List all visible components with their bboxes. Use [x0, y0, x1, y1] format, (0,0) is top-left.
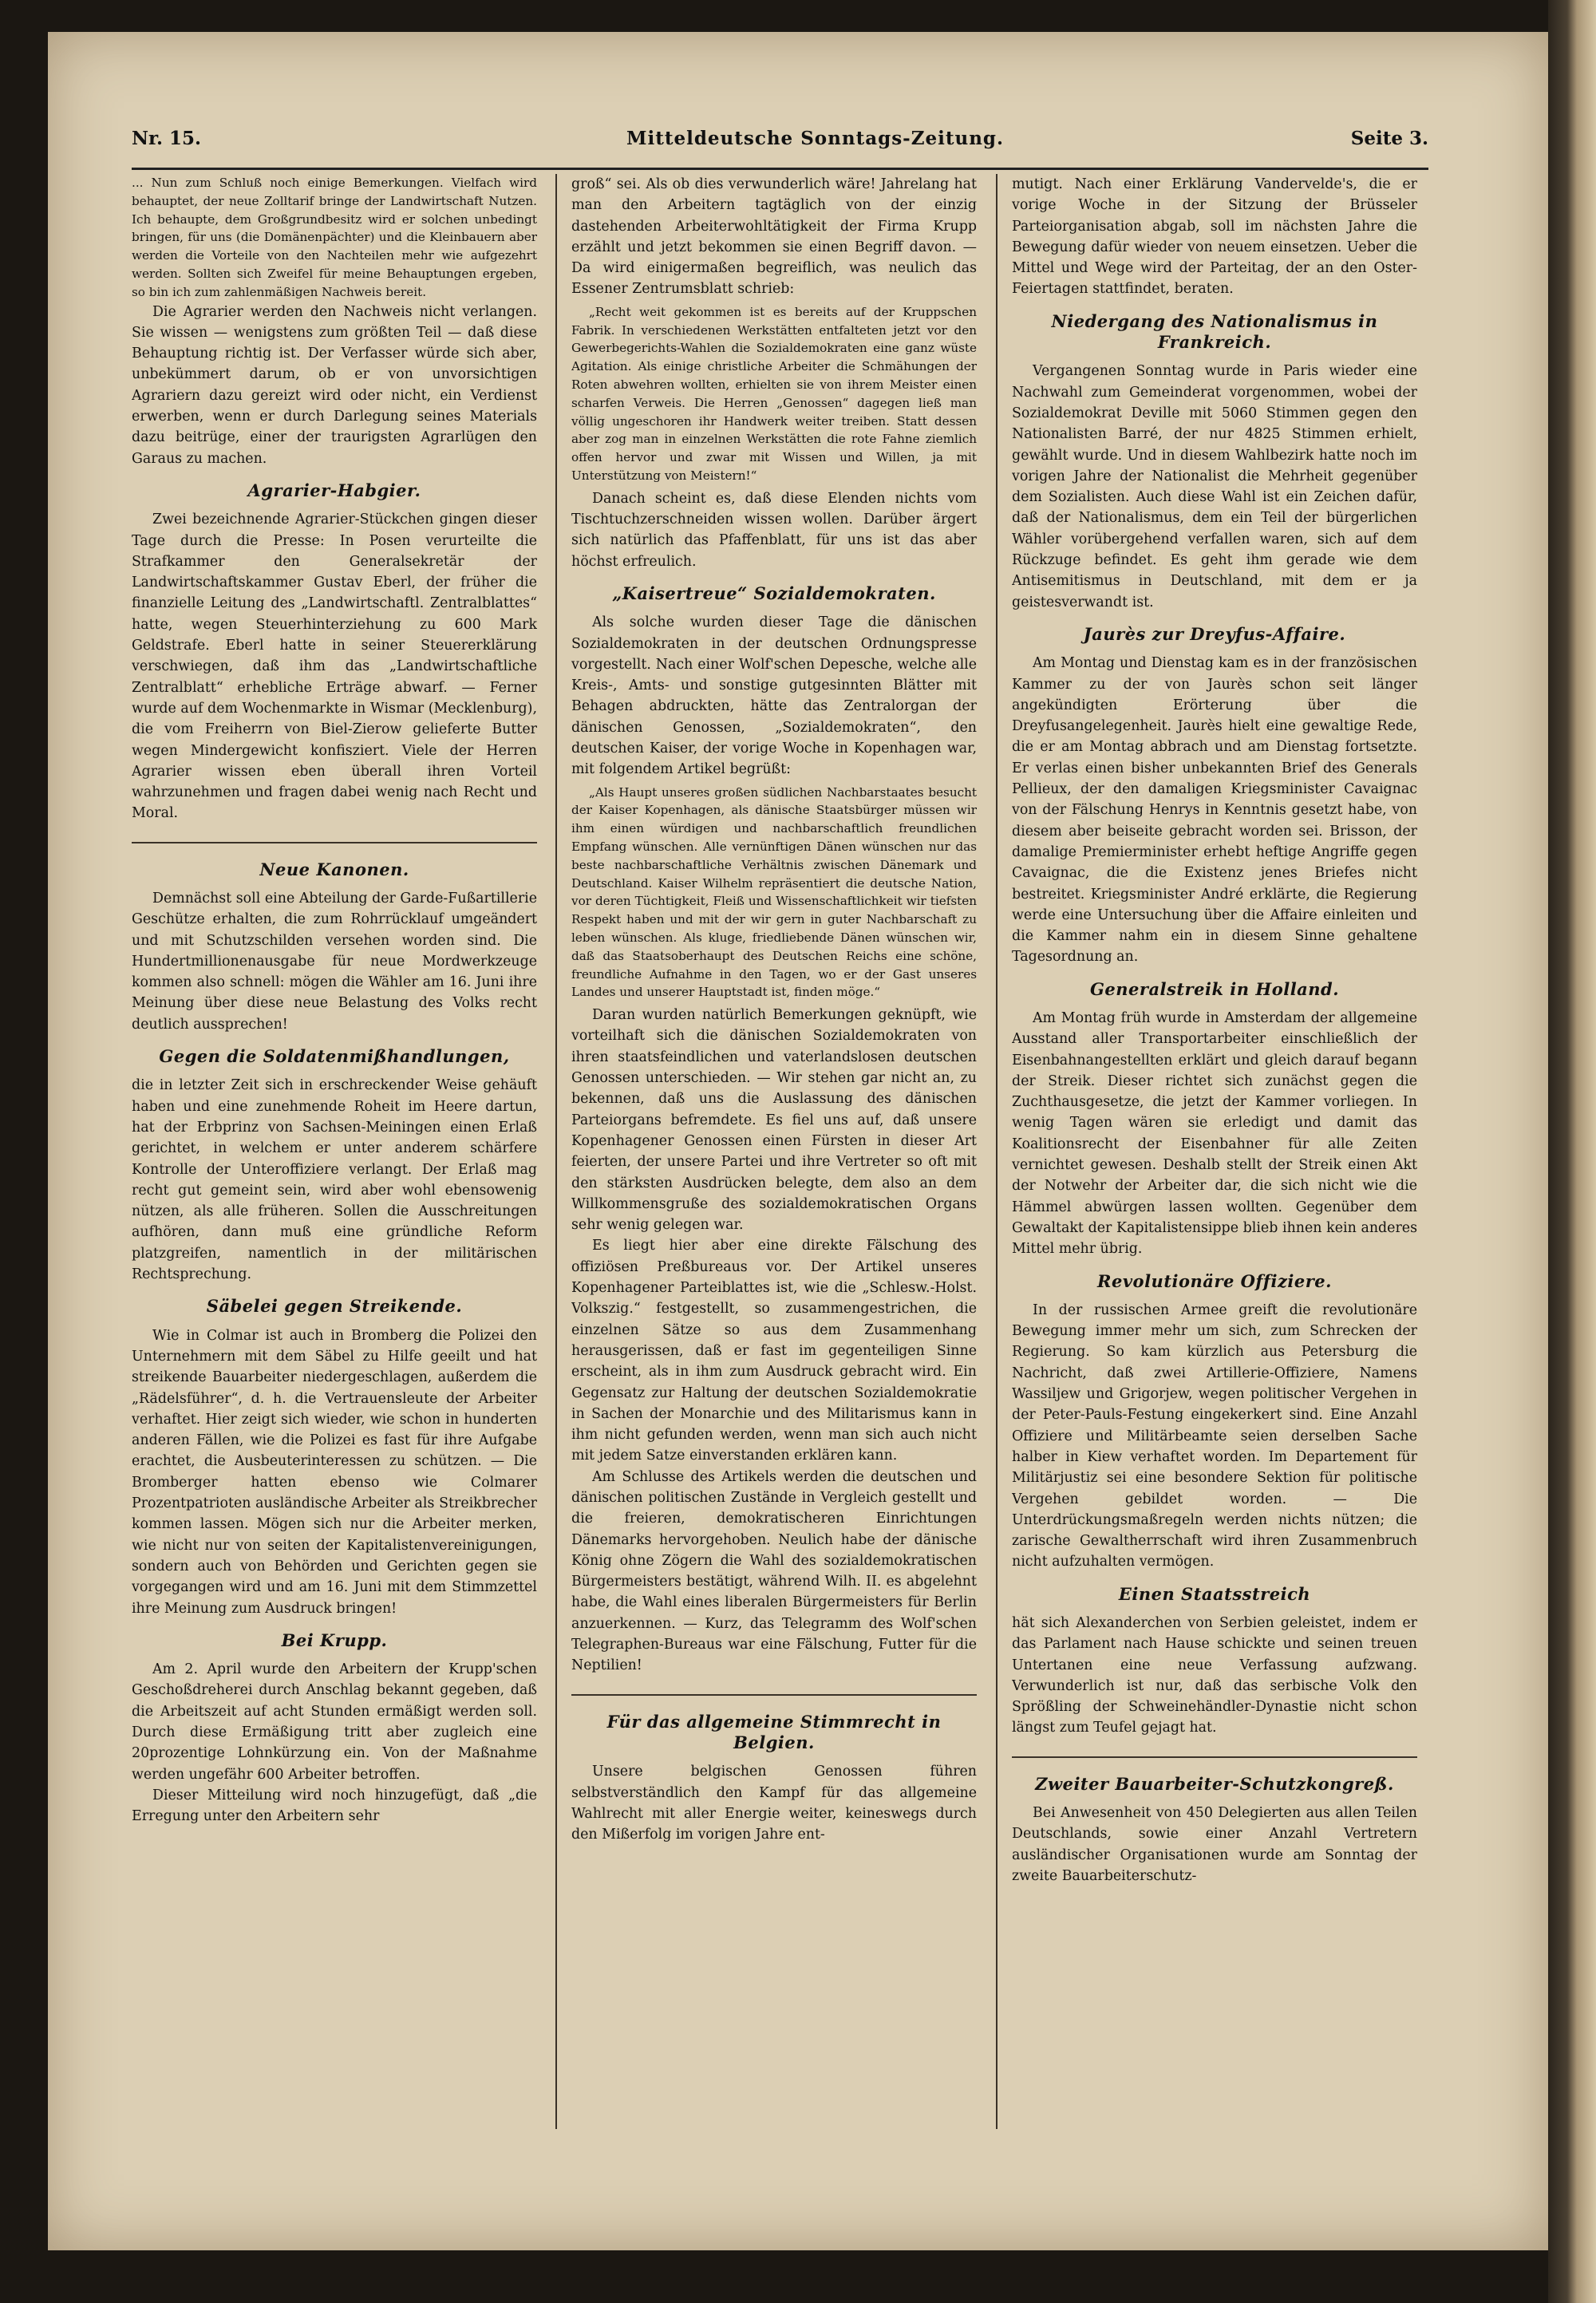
article-heading: Niedergang des Nationalismus in Frankreich. — [1051, 310, 1378, 353]
page-header — [132, 128, 1428, 170]
article-text: Als solche wurden dieser Tage die dänischen Sozialdemokraten in der deutschen Ordnungspresse vorgestellt. Nach einer Wolf'schen Depesche, welche alle Kreis-, Amts- und sonstige gutgesinnten Blätter mit Behagen abdruckten, hätte das Zentralorgan der dänischen Genossen, „Sozialdemokraten“, den deutschen Kaiser, der vorige Woche in Kopenhagen war, mit folgendem Artikel begrüßt: — [571, 614, 977, 778]
article-text: hät sich Alexanderchen von Serbien geleistet, indem er das Parlament nach Hause schickte und seinen treuen Untertanen eine neue Verfassung aufzwang. Verwunderlich ist nur, daß das serbische Volk den Sprößling der Schweinehändler-Dynastie nicht schon längst zum Teufel gejagt hat. — [1012, 1615, 1417, 1736]
article-heading: Für das allgemeine Stimmrecht in Belgien. — [571, 1694, 977, 1754]
article-text: Am Montag und Dienstag kam es in der französischen Kammer zu der von Jaurès schon seit länger angekündigten Erörterung über die Dreyfusangelegenheit. Jaurès hielt eine gewaltige Rede, die er am Montag abbrach und am Dienstag fortsetzte. Er verlas einen bisher unbekannten Brief des Generals Pellieux, der den damaligen Kriegsminister Cavaignac von der Fälschung Henrys in Kenntnis gesetzt habe, von diesem aber beiseite gebracht worden sei. Brisson, der damalige Premierminister erhebt heftige Angriffe gegen Cavaignac, die die Existenz jenes Briefes nicht bestreitet. Kriegsminister André erklärte, die Regierung werde eine Untersuchung über die Affaire einleiten und die Kammer nahm ein in diesem Sinne gehaltene Tagesordnung an. — [1012, 655, 1417, 966]
column-rule-1 — [555, 174, 557, 2129]
article-text: Am 2. April wurde den Arbeitern der Krupp'schen Geschoßdreherei durch Anschlag bekannt gegeben, daß die Arbeitszeit auf acht Stunden ermäßigt werden soll. Durch diese Ermäßigung tritt aber zugleich eine 20prozentige Lohnkürzung ein. Von der Maßnahme werden ungefähr 600 Arbeiter betroffen. — [132, 1661, 537, 1783]
article-heading: Einen Staatsstreich — [1118, 1583, 1311, 1604]
article-text: Am Montag früh wurde in Amsterdam der allgemeine Ausstand aller Transportarbeiter einschließlich der Eisenbahnangestellten erklärt und gleich darauf begann der Streik. Dieser richtet sich zunächst gegen die Zuchthausgesetze, die jetzt der Kammer vorliegen. In wenig Tagen wären sie erledigt und damit das Koalitionsrecht der Eisenbahner für alle Zeiten vernichtet gewesen. Deshalb stellt der Streik einen Akt der Notwehr der Arbeiter dar, die sich nicht wie die Hämmel abwürgen lassen wollten. Gegenüber dem Gewaltakt der Kapitalistensippe blieb ihnen kein anderes Mittel mehr übrig. — [1012, 1009, 1417, 1258]
article-heading: Agrarier-Habgier. — [247, 480, 421, 500]
article-heading: Revolutionäre Offiziere. — [1097, 1270, 1332, 1291]
article-text: groß“ sei. Als ob dies verwunderlich wäre! Jahrelang hat man den Arbeitern tagtäglich von der einzig dastehenden Arbeiterwohltätigkeit der Firma Krupp erzählt und jetzt bekommen sie einen Begriff davon. — Da wird einigermaßen begreiflich, was neulich das Essener Zentrumsblatt schrieb: — [571, 176, 977, 298]
article-text: Danach scheint es, daß diese Elenden nichts vom Tischtuchzerschneiden wissen wollen. Darüber ärgert sich natürlich das Pfaffenblatt, für uns ist das aber höchst erfreulich. — [571, 490, 977, 570]
article-text: Bei Anwesenheit von 450 Delegierten aus allen Teilen Deutschlands, sowie einer Anzahl Vertretern ausländischer Organisationen wurde am Sonntag der zweite Bauarbeiterschutz- — [1012, 1805, 1417, 1884]
article-text: mutigt. Nach einer Erklärung Vandervelde's, die er vorige Woche in der Sitzung der Brüsseler Parteiorganisation abgab, soll im nächsten Jahre die Bewegung dafür wieder von neuem einsetzen. Ueber die Mittel und Wege wird der Parteitag, der an den Oster-Feiertagen stattfindet, beraten. — [1012, 176, 1417, 298]
article-text: Vergangenen Sonntag wurde in Paris wieder eine Nachwahl zum Gemeinderat vorgenommen, wobei der Sozialdemokrat Deville mit 5060 Stimmen gegen den Nationalisten Barré, der nur 4825 Stimmen erhielt, gewählt wurde. Und in diesem Wahlbezirk hatte noch im vorigen Jahre der Nationalist die Mehrheit gegenüber dem Sozialisten. Auch diese Wahl ist ein Zeichen dafür, daß der Nationalismus, dem ein Teil der bürgerlichen Wähler vorübergehend verfallen waren, sich auf dem Rückzuge befindet. Es geht ihm gerade wie dem Antisemitismus in Deutschland, mit dem er ja geistesverwandt ist. — [1012, 363, 1417, 610]
article-heading: Generalstreik in Holland. — [1089, 978, 1340, 999]
article-text: Am Schlusse des Artikels werden die deutschen und dänischen politischen Zustände in Vergleich gestellt und die freieren, demokratischeren Einrichtungen Dänemarks hervorgehoben. Neulich habe der dänische König ohne Zögern die Wahl des sozialdemokratischen Bürgermeisters bestätigt, während Wilh. II. es abgelehnt habe, die Wahl eines liberalen Bürgermeisters für Berlin anzuerkennen. — Kurz, das Telegramm des Wolf'schen Telegraphen-Bureaus war eine Fälschung, Futter für die Neptilien! — [571, 1468, 977, 1674]
page-number: Seite 3. — [1350, 128, 1428, 149]
article-heading: Neue Kanonen. — [132, 842, 537, 880]
article-heading: Säbelei gegen Streikende. — [206, 1296, 463, 1317]
article-text: In der russischen Armee greift die revolutionäre Bewegung immer mehr um sich, zum Schrecken der Regierung. So kam kürzlich aus Petersburg die Nachricht, daß zwei Artillerie-Offiziere, Namens Wassiljew und Grigorjew, wegen politischer Vergehen in der Peter-Pauls-Festung eingekerkert sind. Eine Anzahl Offiziere und Militärbeamte seien derselben Sache halber in Kiew verhaftet worden. Im Departement für Militärjustiz sei eine besondere Sektion für politische Vergehen gebildet worden. — Die Unterdrückungsmaßregeln werden nichts nützen; die zarische Gewaltherrschaft wird ihren Zusammenbruch nicht aufzuhalten vermögen. — [1012, 1302, 1417, 1570]
article-text: Demnächst soll eine Abteilung der Garde-Fußartillerie Geschütze erhalten, die zum Rohrrücklauf umgeändert und mit Schutzschilden versehen worden sind. Die Hundertmillionenausgabe für neue Mordwerkzeuge kommen also schnell: mögen die Wähler am 16. Juni ihre Meinung über diese neue Belastung des Volks recht deutlich aussprechen! — [132, 891, 537, 1033]
column-2 — [571, 174, 977, 2145]
book-spine-edge — [1548, 0, 1596, 2303]
article-text: Es liegt hier aber eine direkte Fälschung des offiziösen Preßbureaus vor. Der Artikel unseres Kopenhagener Parteiblattes ist, wie die „Schlesw.-Holst. Volkszig.“ festgestellt, so zusammengestrichen, die einzelnen Sätze so aus dem Zusammenhang herausgerissen, daß er fast im gegenteiligen Sinne erscheint, als in ihm zum Ausdruck gebracht wird. Ein Gegensatz zur Haltung der deutschen Sozialdemokratie in Sachen der Monarchie und des Militarismus kann in ihm nicht gefunden werden, wenn man sich auch nicht mit jedem Satze einverstanden erklären kann. — [571, 1238, 977, 1464]
column-3 — [1012, 174, 1417, 2145]
article-text: Wie in Colmar ist auch in Bromberg die Polizei den Unternehmern mit dem Säbel zu Hilfe geeilt und hat streikende Bauarbeiter niedergeschlagen, außerdem die „Rädelsführer“, d. h. die Vertrauensleute der Arbeiter verhaftet. Hier zeigt sich wieder, wie schon in hunderten anderen Fällen, wie die Polizei es fast für ihre Aufgabe erachtet, die Ausbeuterinteressen zu schützen. — Die Bromberger hatten ebenso wie Colmarer Prozentpatrioten ausländische Arbeiter als Streikbrecher kommen lassen. Mögen sich nur die Arbeiter merken, wie nicht nur von seiten der Kapitalistenvereinigungen, sondern auch von Behörden und Gerichten gegen sie vorgegangen wird und am 16. Juni mit dem Stimmzettel ihre Meinung zum Ausdruck bringen! — [132, 1327, 537, 1617]
column-rule-2 — [996, 174, 998, 2129]
issue-number: Nr. 15. — [132, 128, 202, 149]
article-text: Unsere belgischen Genossen führen selbstverständlich den Kampf für das allgemeine Wahlrecht mit aller Energie weiter, keineswegs durch den Mißerfolg im vorigen Jahre ent- — [571, 1764, 977, 1843]
article-text: Daran wurden natürlich Bemerkungen geknüpft, wie vorteilhaft sich die dänischen Sozialdemokraten von ihren staatsfeindlichen und vaterlandslosen deutschen Genossen unterschieden. — Wir stehen gar nicht an, zu bekennen, daß uns die Auslassung des dänischen Parteiorgans befremdete. Es fiel uns auf, daß unsere Kopenhagener Genossen einen Fürsten in dieser Art feierten, der unsere Partei und ihre Vertreter so oft mit den stärksten Ausdrücken belegte, dem also an dem Willkommensgruße des sozialdemokratischen Organs sehr wenig gelegen war. — [571, 1007, 977, 1234]
article-heading: Zweiter Bauarbeiter-Schutzkongreß. — [1012, 1756, 1417, 1795]
article-heading: „Kaisertreue“ Sozialdemokraten. — [612, 583, 936, 603]
quotation: „Recht weit gekommen ist es bereits auf der Kruppschen Fabrik. In verschiedenen Werkstätten entfalteten jetzt vor den Gewerbegerichts-Wahlen die Sozialdemokraten eine ganz wüste Agitation. Als einige christliche Arbeiter die Schmähungen der Roten abwehren wollten, erhielten sie von ihrem Meister einen scharfen Verweis. Die Herren „Genossen“ dagegen ließ man völlig ungeschoren ihr Handwerk weiter treiben. Statt dessen aber zog man in einzelnen Werkstätten die rote Fahne ziemlich offen hervor und zwar mit Wissen und Willen, ja mit Unterstützung von Meistern!“ — [571, 304, 977, 483]
quotation: „Als Haupt unseres großen südlichen Nachbarstaates besucht der Kaiser Kopenhagen, als dänische Staatsbürger müssen wir ihm einen würdigen und nachbarschaftlich freundlichen Empfang wünschen. Alle vernünftigen Dänen wünschen nur das beste nachbarschaftliche Verhältnis zwischen Dänemark und Deutschland. Kaiser Wilhelm repräsentiert die deutsche Nation, vor deren Tüchtigkeit, Fleiß und Wissenschaftlichkeit wir tiefsten Respekt haben und mit der wir gern in guter Nachbarschaft zu leben wünschen. Als kluge, friedliebende Dänen wünschen wir, daß das Staatsoberhaupt des Deutschen Reichs eine schöne, freundliche Aufnahme in den Tagen, wo er der Gast unseres Landes und unserer Hauptstadt ist, finden möge.“ — [571, 784, 977, 1000]
article-text: ... Nun zum Schluß noch einige Bemerkungen. Vielfach wird behauptet, der neue Zolltarif bringe der Landwirtschaft Nutzen. Ich behaupte, dem Großgrundbesitz wird er solchen unbedingt bringen, für uns (die Domänenpächter) und die Kleinbauern aber werden die Vorteile von den Nachteilen mehr wie aufgezehrt werden. Sollten sich Zweifel für meine Behauptungen ergeben, so bin ich zum zahlenmäßigen Nachweis bereit. — [132, 176, 537, 299]
column-1 — [132, 174, 537, 2145]
article-text: die in letzter Zeit sich in erschreckender Weise gehäuft haben und eine zunehmende Roheit im Heere dartun, hat der Erbprinz von Sachsen-Meiningen einen Erlaß gerichtet, in welchem er unter anderem schärfere Kontrolle der Unteroffiziere verlangt. Der Erlaß mag recht gut gemeint sein, wird aber wohl ebensowenig nützen, als alle früheren. Sollen die Ausschreitungen aufhören, dann muß eine gründliche Reform platzgreifen, namentlich in der militärischen Rechtsprechung. — [132, 1077, 537, 1283]
article-heading: Gegen die Soldatenmißhandlungen, — [159, 1046, 510, 1067]
article-text: Zwei bezeichnende Agrarier-Stückchen gingen dieser Tage durch die Presse: In Posen verurteilte die Strafkammer den Generalsekretär der Landwirtschaftskammer Gustav Eberl, der früher die finanzielle Leitung des „Landwirtschaftl. Zentralblattes“ hatte, wegen Steuerhinterziehung zu 600 Mark Geldstrafe. Eberl hatte in seiner Steuererklärung verschwiegen, daß ihm das „Landwirtschaftliche Zentralblatt“ erhebliche Erträge abwarf. — Ferner wurde auf dem Wochenmarkte in Wismar (Mecklenburg), die vom Freiherrn von Biel-Zierow gelieferte Butter wegen Mindergewicht konfisziert. Viele der Herren Agrarier wissen eben überall ihren Vorteil wahrzunehmen und fragen dabei wenig nach Recht und Moral. — [132, 512, 537, 822]
article-text: Die Agrarier werden den Nachweis nicht verlangen. Sie wissen — wenigstens zum größten Teil — daß diese Behauptung richtig ist. Der Verfasser würde sich aber, unbekümmert darum, ob er von unvorsichtigen Agrariern dazu gereizt wird oder nicht, ein Verdienst erwerben, wenn er durch Darlegung seines Materials dazu beitrüge, einer der traurigsten Agrarlügen den Garaus zu machen. — [132, 303, 537, 467]
article-heading: Bei Krupp. — [281, 1629, 388, 1650]
article-text: Dieser Mitteilung wird noch hinzugefügt, daß „die Erregung unter den Arbeitern sehr — [132, 1787, 537, 1825]
newspaper-title: Mitteldeutsche Sonntags-Zeitung. — [626, 128, 1005, 149]
article-heading: Jaurès zur Dreyfus-Affaire. — [1083, 623, 1346, 644]
